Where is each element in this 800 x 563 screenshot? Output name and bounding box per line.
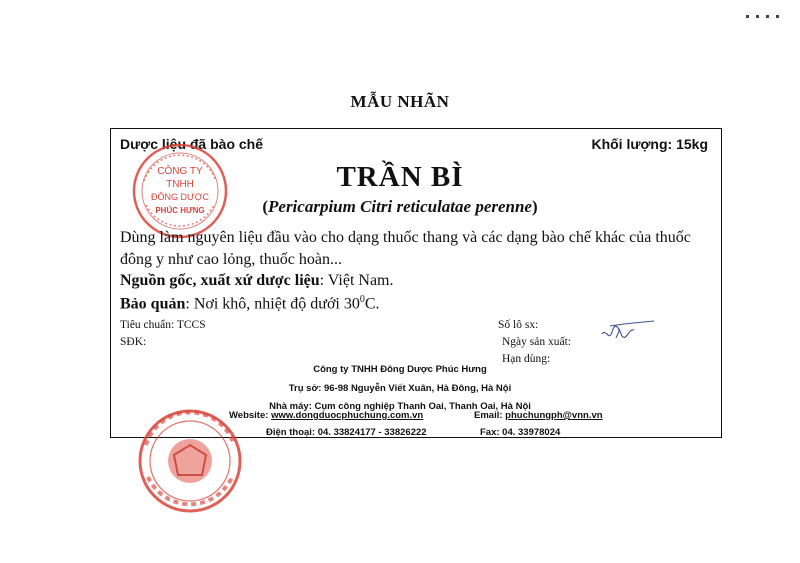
stamp-line-2: TNHH — [166, 179, 194, 190]
email-label: Email: — [474, 410, 506, 421]
corner-mark-icon — [746, 13, 786, 21]
expiry-date-field: Hạn dùng: — [502, 353, 551, 365]
storage-degree: 0 — [359, 294, 365, 305]
origin-label: Nguồn gốc, xuất xứ dược liệu — [120, 272, 320, 289]
storage-unit: C. — [364, 295, 380, 313]
stamp-line-4: PHÚC HƯNG — [155, 206, 205, 215]
usage-text: Dùng làm nguyên liệu đầu vào cho dạng thuốc thang và các dạng bào chế khác của thuốc đông y như cao lỏng, thuốc hoàn... — [120, 229, 691, 268]
product-name: TRẦN BÌ — [336, 161, 464, 193]
storage-line — [120, 294, 380, 313]
email-link[interactable]: phuchungph@vnn.vn — [505, 410, 603, 421]
origin-sep: : — [319, 272, 325, 289]
company-website — [229, 410, 423, 421]
standard-field: Tiêu chuẩn: TCCS — [120, 319, 206, 331]
website-link[interactable]: www.dongduocphuchung.com.vn — [271, 410, 424, 421]
origin-line — [120, 272, 394, 290]
storage-label: Bảo quản — [120, 295, 186, 313]
page-title: MẪU NHÃN — [350, 92, 450, 111]
manufacture-date-field: Ngày sản xuất: — [502, 336, 571, 348]
lot-number-field: Số lô sx: — [498, 319, 539, 331]
latin-name — [0, 197, 800, 217]
signature-icon — [596, 318, 658, 348]
registration-field: SĐK: — [120, 336, 147, 348]
latin-close-paren: ) — [531, 197, 538, 216]
weight-label: Khối lượng: 15kg — [591, 136, 708, 152]
company-seal-icon — [134, 405, 246, 515]
company-email — [474, 410, 603, 421]
storage-sep: : — [185, 295, 190, 313]
latin-name-text: Pericarpium Citri reticulatae perenne — [268, 197, 532, 216]
company-factory: Nhà máy: Cụm công nghiệp Thanh Oai, Thanh Oai, Hà Nội — [269, 401, 531, 412]
category-label: Dược liệu đã bào chế — [120, 136, 264, 152]
storage-value: Nơi khô, nhiệt độ dưới 30 — [189, 295, 360, 313]
stamp-line-1: CÔNG TY — [157, 166, 203, 177]
stamp-line-3: ĐÔNG DƯỢC — [151, 192, 209, 202]
company-fax: Fax: 04. 33978024 — [480, 427, 561, 438]
origin-value: Việt Nam. — [324, 272, 394, 289]
company-hq: Trụ sở: 96-98 Nguyễn Viết Xuân, Hà Đông, Hà Nội — [288, 383, 512, 394]
latin-open-paren: ( — [262, 197, 269, 216]
company-name: Công ty TNHH Đông Dược Phúc Hưng — [313, 364, 487, 375]
company-phone: Điện thoại: 04. 33824177 - 33826222 — [266, 427, 427, 438]
website-label: Website: — [229, 410, 272, 421]
